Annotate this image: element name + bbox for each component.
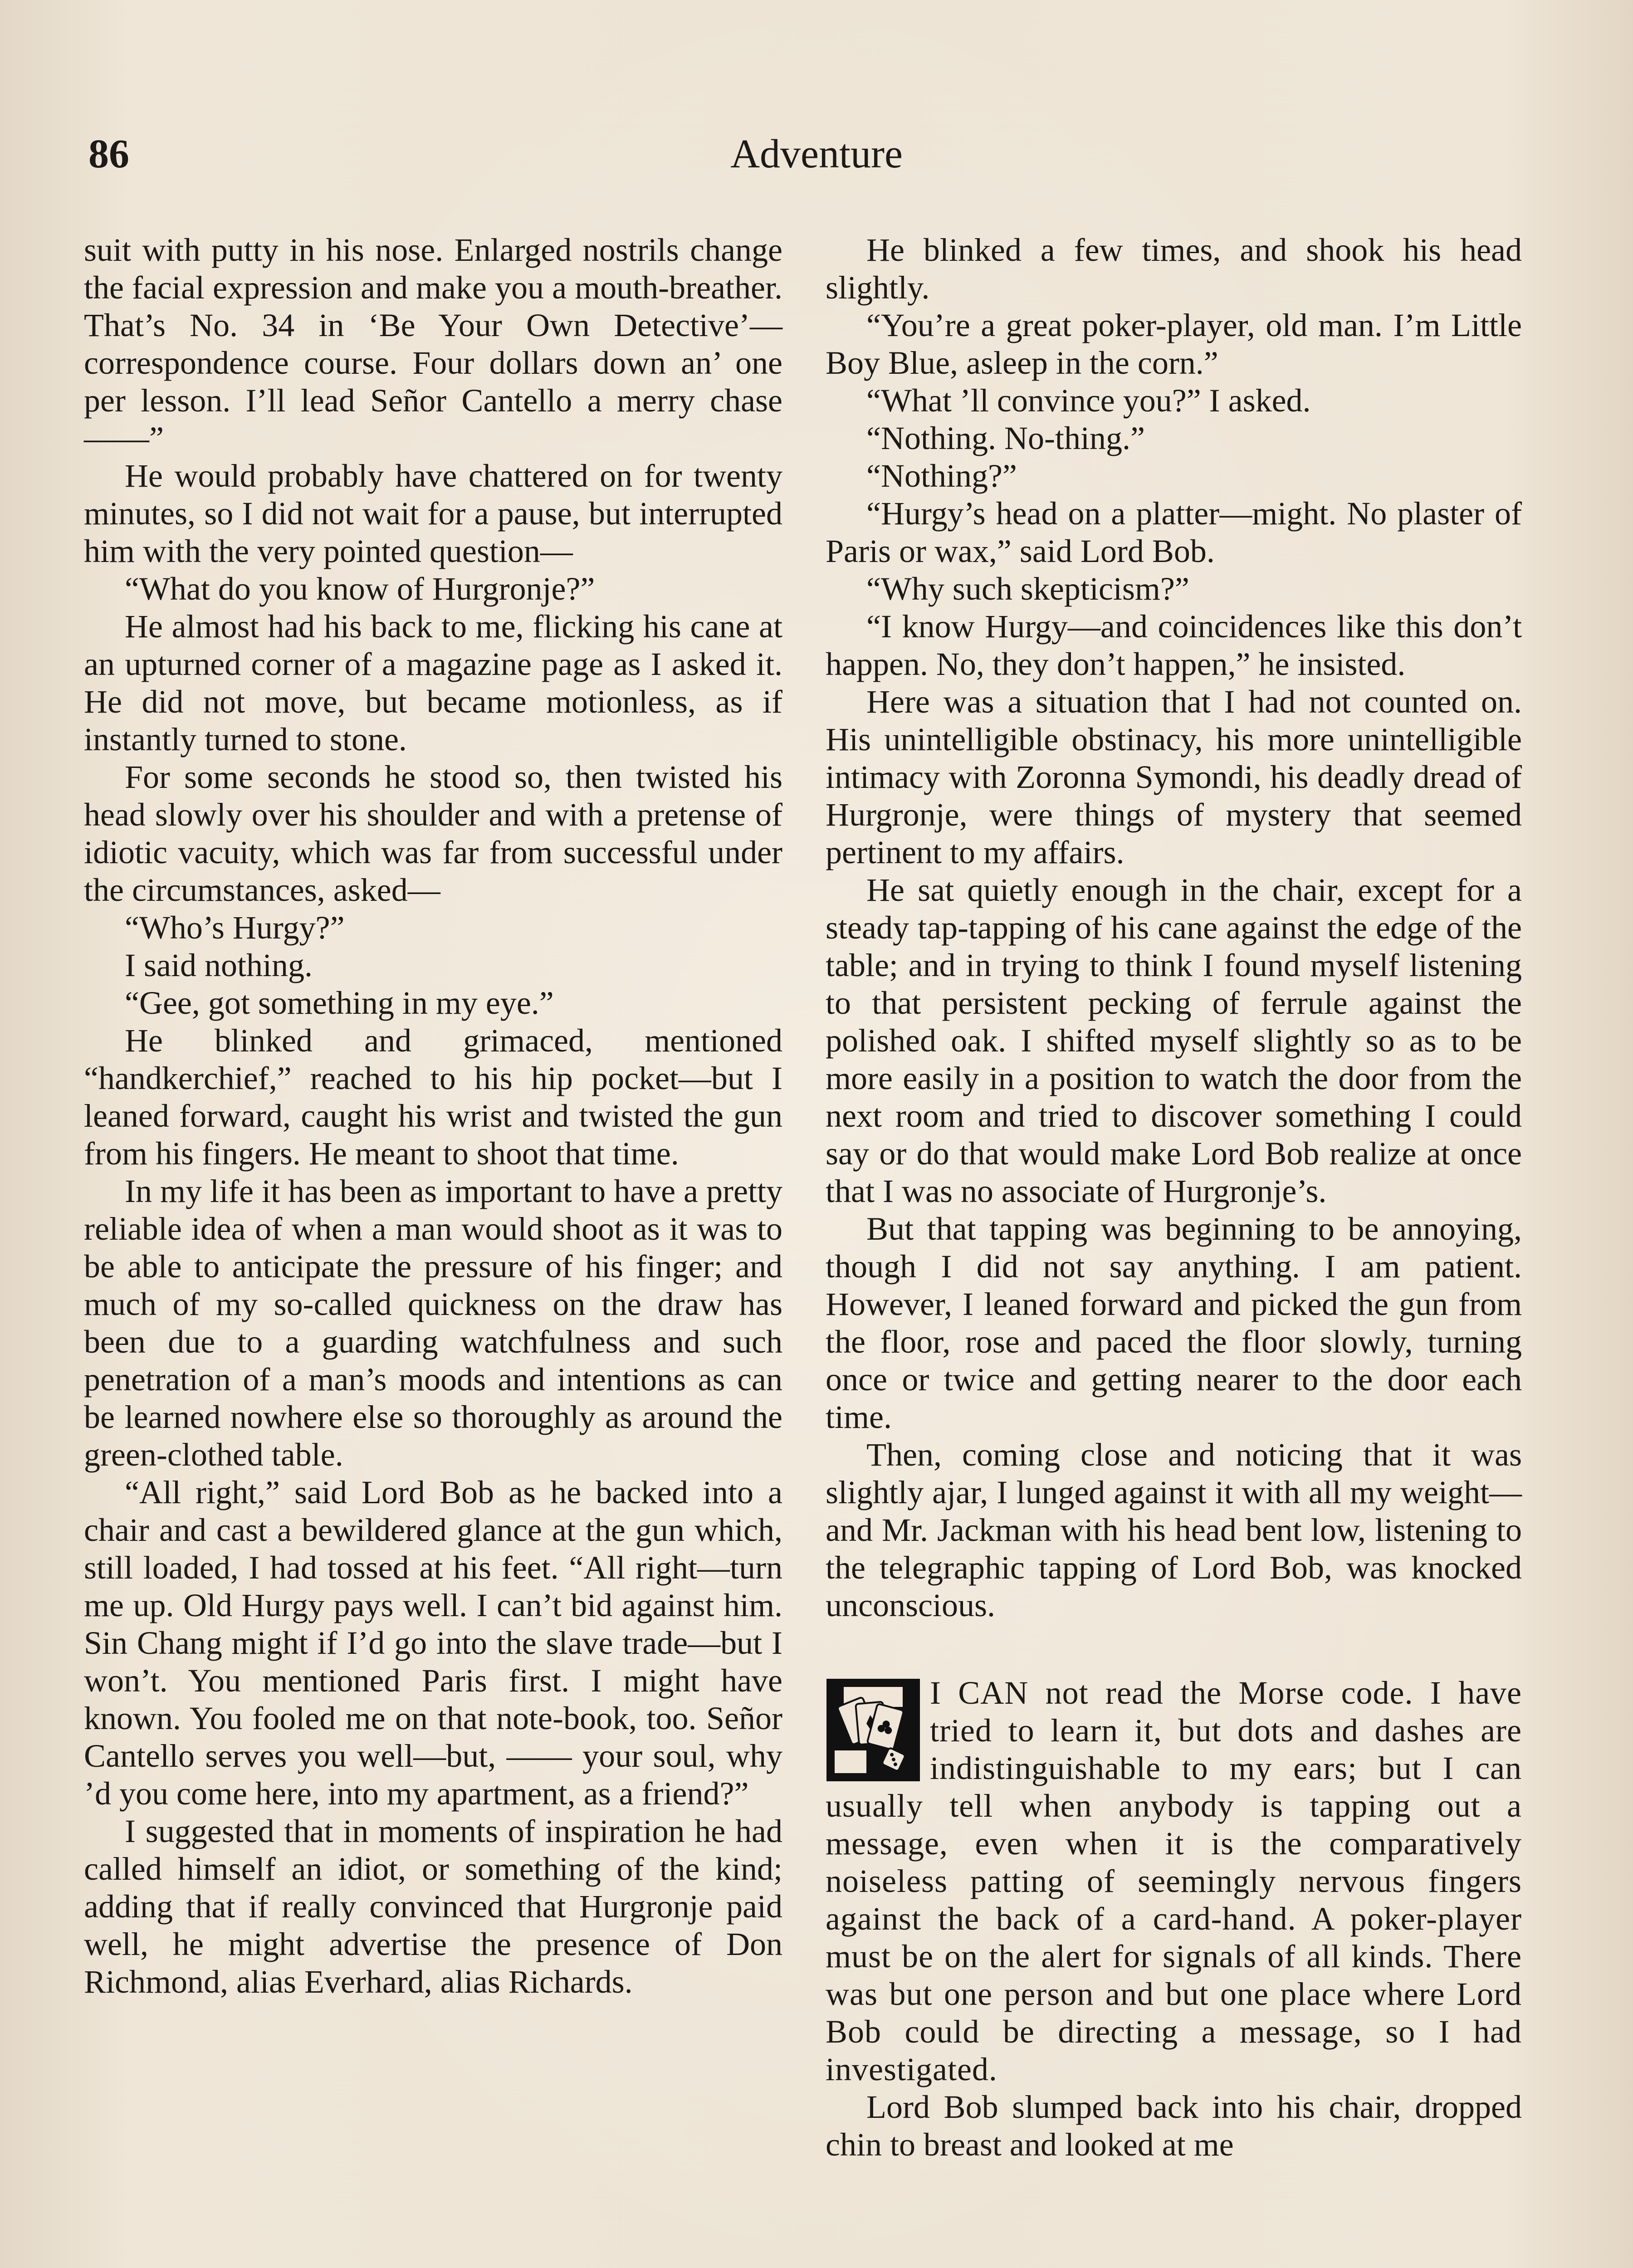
paragraph: “What ’ll convince you?” I asked. [866,382,1311,419]
paragraph: “I know Hurgy—and coincidences like this don’t happen. No, they don’t happen,” he insisted. [826,608,1522,682]
right-column [826,231,1522,2164]
paragraph: He blinked and grimaced, mentioned “handkerchief,” reached to his hip pocket—but I leaned forward, caught his wrist and twisted the gun from his fingers. He meant to shoot that time. [84,1022,782,1172]
paragraph: “Gee, got something in my eye.” [125,985,554,1021]
paragraph: “Hurgy’s head on a platter—might. No plaster of Paris or wax,” said Lord Bob. [826,495,1522,569]
paragraph: “All right,” said Lord Bob as he backed into a chair and cast a bewildered glance at the gun which, still loaded, I had tossed at his feet. “All right—turn me up. Old Hurgy pays well. I can’t bid against him. Sin Chang might if I’d go into the slave trade—but I won’t. You mentioned Paris first. I might have known. You fooled me on that note-book, too. Señor Cantello serves you well—but, —— your soul, why ’d you come here, into my apartment, as a friend?” [84,1474,782,1812]
paragraph: “Nothing?” [866,458,1017,494]
paragraph: He blinked a few times, and shook his head slightly. [826,232,1522,306]
running-title: Adventure [730,132,903,176]
section-opening-paragraph [826,1674,1522,2088]
paragraph: “You’re a great poker-player, old man. I’m Little Boy Blue, asleep in the corn.” [826,307,1522,381]
paragraph: For some seconds he stood so, then twisted his head slowly over his shoulder and with a pretense of idiotic vacuity, which was far from successful under the circumstances, asked— [84,759,782,908]
paragraph-text: I CAN not read the Morse code. I have tried to learn it, but dots and dashes are indistinguishable to my ears; but I can usually tell when anybody is tapping out a message, even when it is the comparatively noiseless patting of seemingly nervous fingers against the back of a card-hand. A poker-player must be on the alert for signals of all kinds. There was but one person and but one place where Lord Bob could be directing a message, so I had investigated. [826,1675,1522,2087]
paragraph: “Nothing. No-thing.” [866,420,1145,456]
paragraph: He would probably have chattered on for twenty minutes, so I did not wait for a pause, but interrupted him with the very pointed question— [84,458,782,569]
paragraph: But that tapping was beginning to be annoying, though I did not say anything. I am patient. However, I leaned forward and picked the gun from the floor, rose and paced the floor slowly, turning once or twice and getting nearer to the door each time. [826,1211,1522,1435]
page-number: 86 [88,132,129,176]
paragraph: “Who’s Hurgy?” [125,909,345,946]
paragraph: suit with putty in his nose. Enlarged nostrils change the facial expression and make you a mouth-breather. That’s No. 34 in ‘Be Your Own Detective’—correspondence course. Four dollars down an’ one per lesson. I’ll lead Señor Cantello a merry chase——” [84,232,782,456]
paragraph: Lord Bob slumped back into his chair, dropped chin to breast and looked at me [826,2089,1522,2163]
left-column [84,231,782,2001]
playing-cards-icon [826,1678,921,1787]
paragraph: In my life it has been as important to have a pretty reliable idea of when a man would shoot as it was to be able to anticipate the pressure of his finger; and much of my so-called quickness on the draw has been due to a guarding watchfulness and such penetration of a man’s moods and intentions as can be learned nowhere else so thoroughly as around the green-clothed table. [84,1173,782,1473]
paragraph: Then, coming close and noticing that it was slightly ajar, I lunged against it with all my weight—and Mr. Jackman with his head bent low, listening to the telegraphic tapping of Lord Bob, was knocked unconscious. [826,1437,1522,1623]
paragraph: “What do you know of Hurgronje?” [125,571,595,607]
paragraph: I said nothing. [125,947,313,983]
paragraph: “Why such skepticism?” [866,571,1189,607]
paragraph: He almost had his back to me, flicking his cane at an upturned corner of a magazine page as I asked it. He did not move, but became motionless, as if instantly turned to stone. [84,608,782,758]
paragraph: Here was a situation that I had not counted on. His unintelligible obstinacy, his more unintelligible intimacy with Zoronna Symondi, his deadly dread of Hurgronje, were things of mystery that seemed pertinent to my affairs. [826,684,1522,870]
paragraph: He sat quietly enough in the chair, except for a steady tap-tapping of his cane against the edge of the table; and in trying to think I found myself listening to that persistent pecking of ferrule against the polished oak. I shifted myself slightly so as to be more easily in a position to watch the door from the next room and tried to discover something I could say or do that would make Lord Bob realize at once that I was no associate of Hurgronje’s. [826,872,1522,1209]
paragraph: I suggested that in moments of inspiration he had called himself an idiot, or something of the kind; adding that if really convinced that Hurgronje paid well, he might advertise the presence of Don Richmond, alias Everhard, alias Richards. [84,1813,782,2000]
